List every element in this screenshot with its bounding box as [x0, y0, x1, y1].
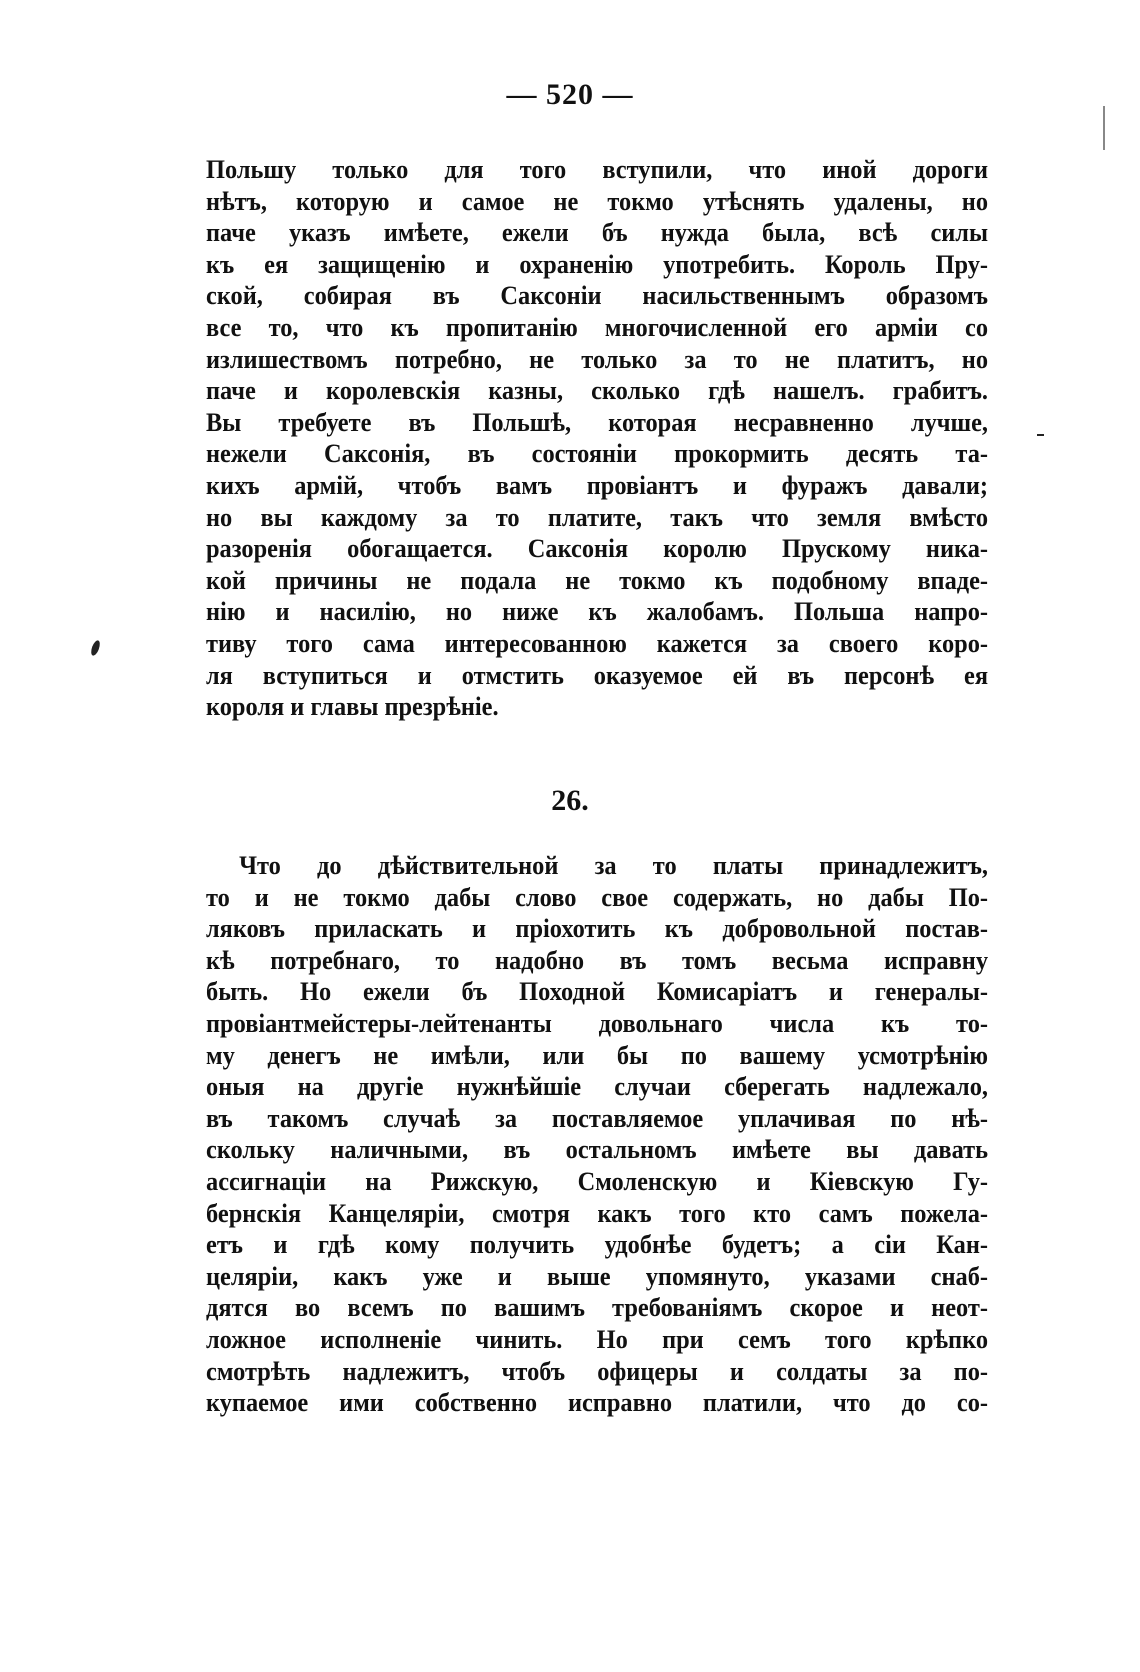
- text-line: Что до дѣйствительной за то платы принадлежитъ,: [239, 850, 989, 880]
- text-line: смотрѣть надлежитъ, чтобъ офицеры и солдаты за по-: [206, 1355, 989, 1386]
- ink-blot-mark: [89, 639, 101, 656]
- text-line: бернскія Канцеляріи, смотря какъ того кто самъ пожела-: [206, 1197, 989, 1228]
- text-line: целяріи, какъ уже и выше упомянуто, указами снаб-: [206, 1260, 989, 1291]
- text-line: кой причины не подала не токмо къ подобному впаде-: [206, 564, 989, 595]
- text-line: къ ея защищенію и охраненію употребить. Король Пру-: [206, 248, 989, 279]
- text-line: етъ и гдѣ кому получить удобнѣе будетъ; а сіи Кан-: [206, 1229, 989, 1260]
- text-line: въ такомъ случаѣ за поставляемое уплачивая по нѣ-: [206, 1102, 989, 1133]
- scan-edge-mark: [1103, 106, 1105, 150]
- text-line: тиву того сама интересованною кажется за своего коро-: [206, 627, 989, 658]
- text-line: ложное исполненіе чинить. Но при семъ того крѣпко: [206, 1323, 989, 1354]
- text-line: дятся во всемъ по вашимъ требованіямъ скорое и неот-: [206, 1292, 989, 1323]
- text-line: быть. Но ежели бъ Походной Комисаріатъ и генералы-: [206, 976, 989, 1007]
- text-line: скольку наличными, въ остальномъ имѣете вы давать: [206, 1134, 989, 1165]
- text-line: но вы каждому за то платите, такъ что земля вмѣсто: [206, 501, 989, 532]
- text-line: кѣ потребнаго, то надобно въ томъ весьма исправну: [206, 944, 989, 975]
- text-line: короля и главы презрѣніе.: [206, 691, 499, 722]
- section-number: 26.: [551, 784, 589, 817]
- text-line: нію и насилію, но ниже къ жалобамъ. Польша напро-: [206, 596, 989, 627]
- text-line: провіантмейстеры-лейтенанты довольнаго числа къ то-: [206, 1007, 989, 1038]
- text-line: излишествомъ потребно, не только за то не платитъ, но: [206, 343, 989, 374]
- text-line: ской, собирая въ Саксоніи насильственнымъ образомъ: [206, 280, 989, 311]
- text-line: Вы требуете въ Польшѣ, которая несравненно лучше,: [206, 406, 989, 437]
- text-line: оныя на другіе нужнѣйшіе случаи сберегать надлежало,: [206, 1071, 989, 1102]
- page-number: — 520 —: [506, 78, 634, 111]
- paragraph-continuation: [206, 154, 988, 723]
- text-line: все то, что къ пропитанію многочисленной его арміи со: [206, 311, 989, 342]
- text-line: нѣтъ, которую и самое не токмо утѣснять удалены, но: [206, 185, 989, 216]
- text-line: ля вступиться и отмстить оказуемое ей въ персонѣ ея: [206, 659, 989, 690]
- text-line: то и не токмо дабы слово свое содержать, но дабы По-: [206, 881, 989, 912]
- text-line: купаемое ими собственно исправно платили, что до со-: [206, 1387, 989, 1418]
- text-line: ляковъ приласкать и пріохотить къ добровольной постав-: [206, 913, 989, 944]
- text-line: разоренія обогащается. Саксонія королю Прускому ника-: [206, 533, 989, 564]
- text-line: кихъ армій, чтобъ вамъ провіантъ и фуражъ давали;: [206, 469, 989, 500]
- text-line: паче указъ имѣете, ежели бъ нужда была, всѣ силы: [206, 217, 989, 248]
- text-line: паче и королевскія казны, сколько гдѣ нашелъ. грабитъ.: [206, 375, 989, 406]
- text-line: му денегъ не имѣли, или бы по вашему усмотрѣнію: [206, 1039, 989, 1070]
- margin-dash-mark: [1037, 434, 1044, 436]
- section-paragraph: [206, 850, 988, 1419]
- text-line: нежели Саксонія, въ состояніи прокормить десять та-: [206, 438, 989, 469]
- text-line: Польшу только для того вступили, что иной дороги: [206, 154, 989, 184]
- text-line: ассигнаціи на Рижскую, Смоленскую и Кіевскую Гу-: [206, 1165, 989, 1196]
